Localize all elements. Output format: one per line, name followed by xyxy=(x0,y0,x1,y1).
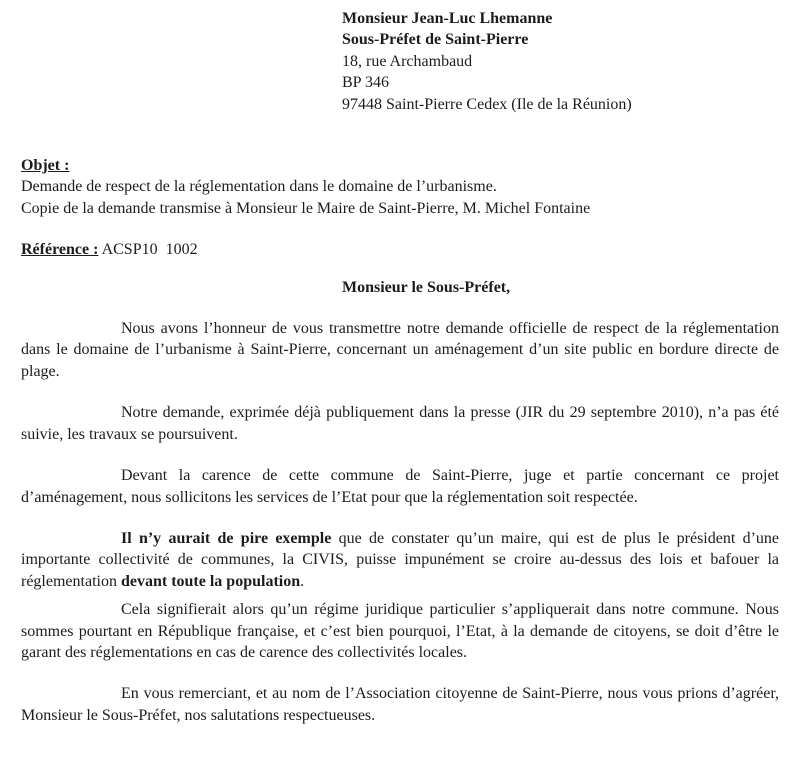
paragraph-4-bold-emphasis: devant toute la population xyxy=(120,572,301,590)
paragraph-4-bold-lead: Il n’y aurait de pire exemple xyxy=(121,529,332,547)
recipient-street: 18, rue Archambaud xyxy=(342,52,473,70)
paragraph-4 xyxy=(21,528,779,592)
recipient-po-box: BP 346 xyxy=(342,74,389,92)
recipient-city: 97448 Saint-Pierre Cedex (Ile de la Réunion) xyxy=(342,95,632,113)
reference-value: ACSP10 1002 xyxy=(101,241,198,259)
subject-section xyxy=(21,155,779,219)
reference-section xyxy=(21,239,779,260)
recipient-name: Monsieur Jean-Luc Lhemanne xyxy=(342,10,553,27)
paragraph-6-closing: En vous remerciant, et au nom de l’Association citoyenne de Saint-Pierre, nous vous prions d’agréer, Monsieur le Sous-Préfet, nos salutations respectueuses. xyxy=(21,685,779,724)
reference-label: Référence : xyxy=(21,241,99,259)
paragraph-3: Devant la carence de cette commune de Saint-Pierre, juge et partie concernant ce projet d’aménagement, nous sollicitons les services de l’Etat pour que la réglementation soit respectée. xyxy=(21,467,779,506)
salutation: Monsieur le Sous-Préfet, xyxy=(342,278,511,296)
paragraph-4-period: . xyxy=(300,572,305,590)
paragraph-1: Nous avons l’honneur de vous transmettre notre demande officielle de respect de la réglementation dans le domaine de l’urbanisme à Saint-Pierre, concernant un aménagement d’un site public en bordure directe de plage. xyxy=(21,320,779,380)
paragraph-4-text: que de constater qu’un maire, qui est de plus le président d’une importante collectivité de communes, la CIVIS, puisse impunément se croire au-dessus des lois et bafouer la réglementation xyxy=(21,529,779,590)
subject-label: Objet : xyxy=(21,157,70,175)
recipient-address-block xyxy=(342,8,779,115)
paragraph-2: Notre demande, exprimée déjà publiquement dans la presse (JIR du 29 septembre 2010), n’a pas été suivie, les travaux se poursuivent. xyxy=(21,404,779,443)
paragraph-5: Cela signifierait alors qu’un régime juridique particulier s’appliquerait dans notre commune. Nous sommes pourtant en République française, et c’est bien pourquoi, l’Etat, à la demande de citoyens, se doit d’être le garant des réglementations en cas de carence des collectivités locales. xyxy=(21,601,779,661)
subject-line-2: Copie de la demande transmise à Monsieur le Maire de Saint-Pierre, M. Michel Fontaine xyxy=(21,199,591,217)
recipient-title: Sous-Préfet de Saint-Pierre xyxy=(342,31,529,49)
subject-line-1: Demande de respect de la réglementation dans le domaine de l’urbanisme. xyxy=(21,178,497,196)
